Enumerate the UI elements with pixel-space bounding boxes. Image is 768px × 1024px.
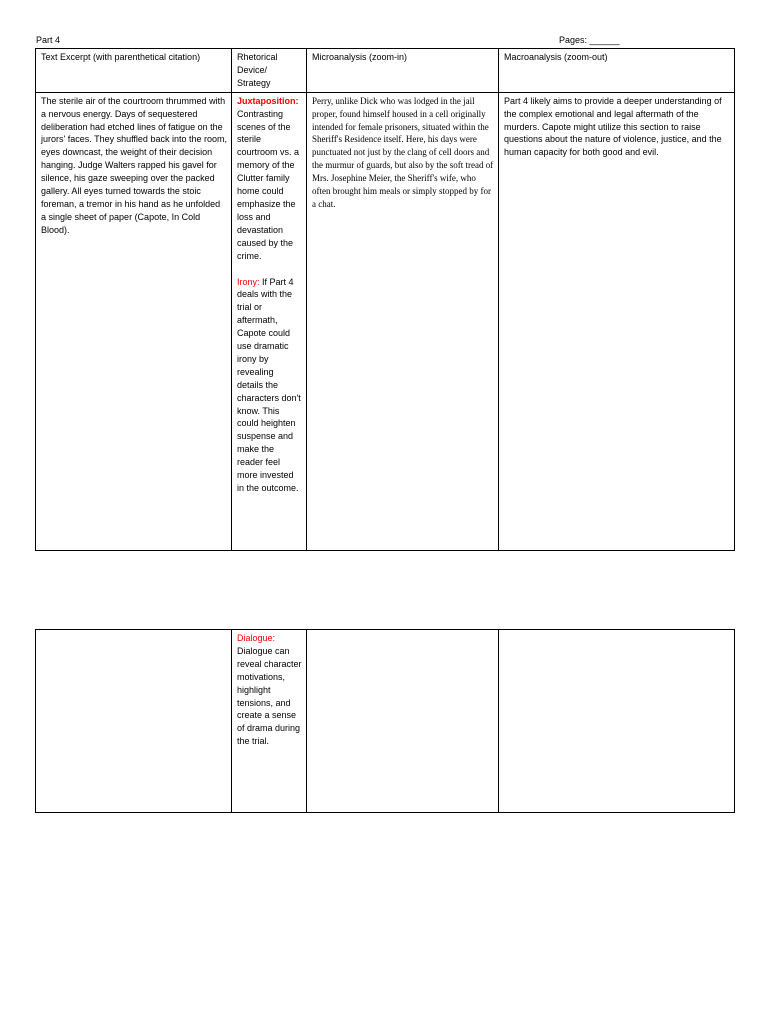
device-label-juxtaposition: Juxtaposition: xyxy=(237,95,299,106)
text-excerpt-cell xyxy=(36,630,232,813)
microanalysis-cell: Perry, unlike Dick who was lodged in the jail proper, found himself housed in a cell originally intended for female prisoners, situated within the Sheriff's Residence itself. Here, his days were punctuated not just by the clang of cell doors and the murmur of guards, but also by the soft tread of Mrs. Josephine Meier, the Sheriff's wife, who often brought him meals or simply stopped by for a chat. xyxy=(307,92,499,550)
analysis-table-1 xyxy=(35,48,735,551)
macroanalysis-cell xyxy=(499,630,735,813)
rhetorical-device-cell xyxy=(232,630,307,813)
analysis-table-2 xyxy=(35,629,735,813)
text-excerpt-cell: The sterile air of the courtroom thrummed with a nervous energy. Days of sequestered deliberation had etched lines of fatigue on the jurors' faces. They shuffled back into the room, eyes downcast, the weight of their decision hanging. Judge Walters rapped his gavel for silence, his gaze sweeping over the packed gallery. All eyes turned towards the stoic foreman, a tremor in his hand as he unfolded a single sheet of paper (Capote, In Cold Blood). xyxy=(36,92,232,550)
header-macroanalysis: Macroanalysis (zoom-out) xyxy=(499,49,735,93)
header-rhetorical-device: Rhetorical Device/ Strategy xyxy=(232,49,307,93)
table-row xyxy=(36,630,735,813)
header-microanalysis: Microanalysis (zoom-in) xyxy=(307,49,499,93)
spacer xyxy=(237,263,302,276)
device-text-dialogue: Dialogue can reveal character motivations, highlight tensions, and create a sense of drama during the trial. xyxy=(237,645,302,747)
rhetorical-device-cell xyxy=(232,92,307,550)
part-label: Part 4 xyxy=(36,35,61,45)
device-label-dialogue: Dialogue: xyxy=(237,633,276,643)
device-text-juxtaposition: Contrasting scenes of the sterile courtroom vs. a memory of the Clutter family home could emphasize the loss and devastation caused by the crime. xyxy=(237,108,300,261)
pages-label: Pages: ______ xyxy=(559,35,620,45)
table-row xyxy=(36,92,735,550)
microanalysis-cell xyxy=(307,630,499,813)
header-row xyxy=(36,49,735,93)
header-text-excerpt: Text Excerpt (with parenthetical citation) xyxy=(36,49,232,93)
device-text-irony: If Part 4 deals with the trial or aftermath, Capote could use dramatic irony by revealing details the characters don't know. This could heighten suspense and make the reader feel more invested in the outcome. xyxy=(237,276,301,493)
macroanalysis-cell: Part 4 likely aims to provide a deeper understanding of the complex emotional and legal aftermath of the murders. Capote might utilize this section to raise questions about the nature of violence, justice, and the human capacity for both good and evil. xyxy=(499,92,735,550)
device-label-irony: Irony: xyxy=(237,276,260,287)
